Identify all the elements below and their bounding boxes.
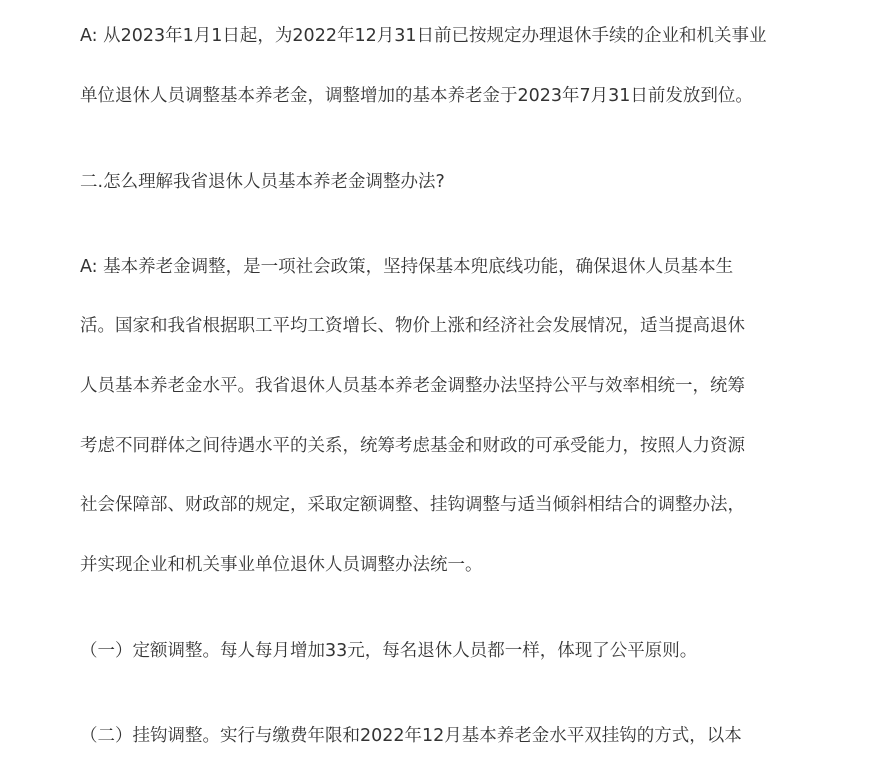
answer-2-line-2: 活。国家和我省根据职工平均工资增长、物价上涨和经济社会发展情况，适当提高退休 [80,316,745,336]
answer-1-line-1: A: 从2023年1月1日起，为2022年12月31日前已按规定办理退休手续的企业和机关事业 [80,26,767,46]
question-2-heading: 二.怎么理解我省退休人员基本养老金调整办法? [80,172,445,192]
item-2-linked-adjustment: （二）挂钩调整。实行与缴费年限和2022年12月基本养老金水平双挂钩的方式，以本 [80,726,742,746]
answer-2-line-5: 社会保障部、财政部的规定，采取定额调整、挂钩调整与适当倾斜相结合的调整办法， [80,495,745,515]
answer-2-line-1: A: 基本养老金调整，是一项社会政策，坚持保基本兜底线功能，确保退休人员基本生 [80,257,734,277]
answer-1-line-2: 单位退休人员调整基本养老金，调整增加的基本养老金于2023年7月31日前发放到位。 [80,86,753,106]
answer-2-line-3: 人员基本养老金水平。我省退休人员基本养老金调整办法坚持公平与效率相统一，统筹 [80,376,745,396]
item-1-fixed-adjustment: （一）定额调整。每人每月增加33元，每名退休人员都一样，体现了公平原则。 [80,641,698,661]
answer-2-line-4: 考虑不同群体之间待遇水平的关系，统筹考虑基金和财政的可承受能力，按照人力资源 [80,436,745,456]
answer-2-line-6: 并实现企业和机关事业单位退休人员调整办法统一。 [80,555,483,575]
